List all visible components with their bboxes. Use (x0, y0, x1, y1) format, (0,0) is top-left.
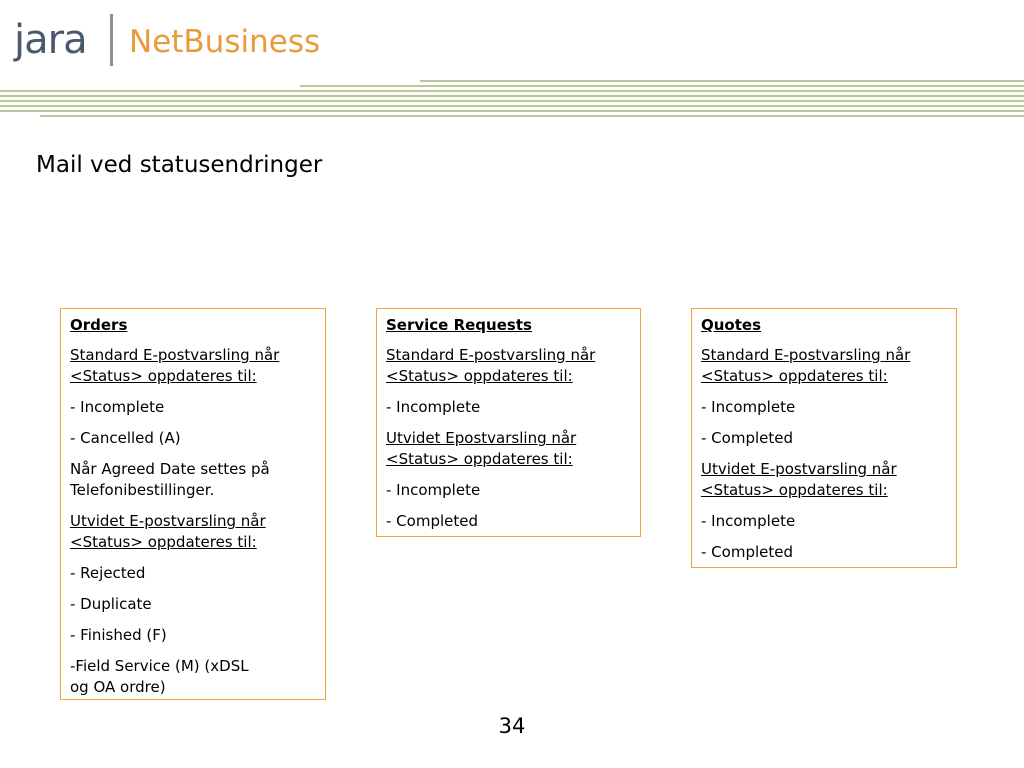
orders-line: - Incomplete (70, 398, 165, 416)
orders-line: - Rejected (70, 564, 146, 582)
service-requests-box (376, 308, 641, 537)
slide-title: Mail ved statusendringer (36, 152, 323, 178)
service-requests-line: Standard E-postvarsling når <Status> oppdateres til: (386, 346, 596, 385)
orders-line: Standard E-postvarsling når <Status> oppdateres til: (70, 346, 280, 385)
orders-line: Utvidet E-postvarsling når <Status> oppdateres til: (70, 512, 266, 551)
orders-line: -Field Service (M) (xDSL og OA ordre) (70, 657, 249, 696)
service-requests-line: - Completed (386, 512, 478, 530)
quotes-line: - Completed (701, 429, 793, 447)
quotes-line: Standard E-postvarsling når <Status> oppdateres til: (701, 346, 911, 385)
quotes-heading: Quotes (701, 316, 762, 334)
orders-line: - Finished (F) (70, 626, 167, 644)
orders-line: Når Agreed Date settes på Telefonibestillinger. (70, 460, 270, 499)
orders-heading: Orders (70, 316, 128, 334)
service-requests-line: Utvidet Epostvarsling når <Status> oppdateres til: (386, 429, 577, 468)
quotes-line: - Incomplete (701, 398, 796, 416)
quotes-line: - Completed (701, 543, 793, 561)
quotes-box (691, 308, 957, 568)
logo-netbusiness: NetBusiness (129, 24, 321, 60)
service-requests-line: - Incomplete (386, 398, 481, 416)
service-requests-heading: Service Requests (386, 316, 532, 334)
orders-line: - Cancelled (A) (70, 429, 181, 447)
orders-line: - Duplicate (70, 595, 152, 613)
quotes-line: Utvidet E-postvarsling når <Status> oppdateres til: (701, 460, 897, 499)
orders-box (60, 308, 326, 700)
header-stripes (0, 80, 1024, 120)
logo-jara: jara (14, 17, 87, 63)
service-requests-line: - Incomplete (386, 481, 481, 499)
logo-separator (110, 14, 113, 66)
page-number: 34 (498, 714, 526, 738)
quotes-line: - Incomplete (701, 512, 796, 530)
